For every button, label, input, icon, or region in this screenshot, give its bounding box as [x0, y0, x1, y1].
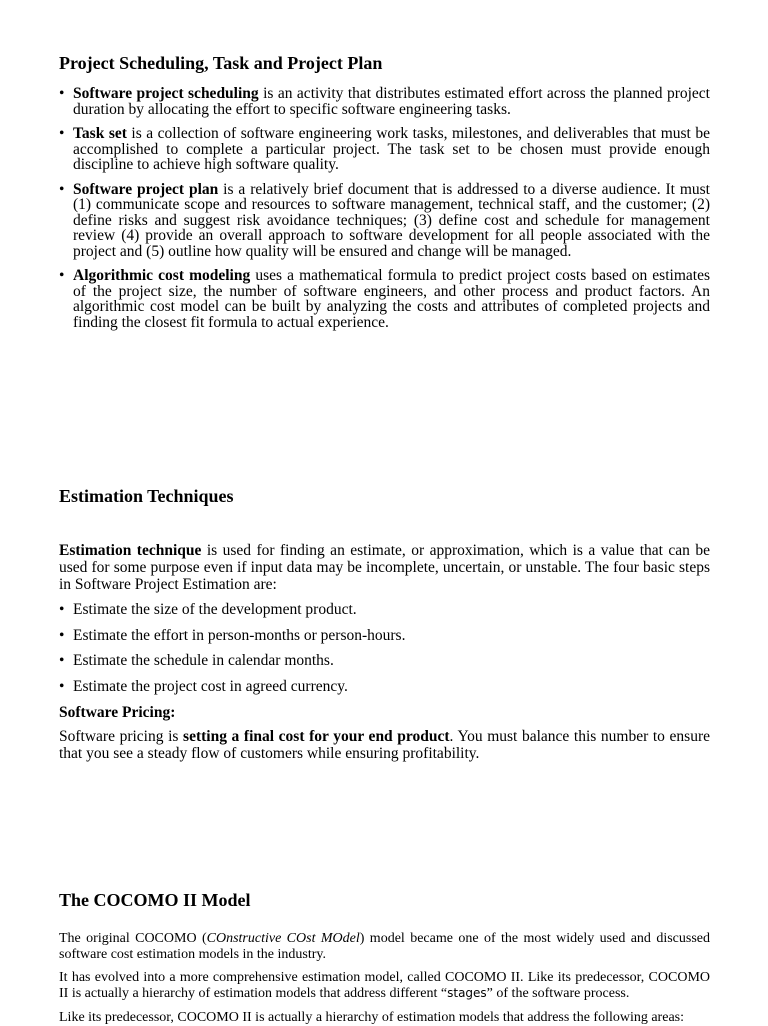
list-item: • Estimate the project cost in agreed currency.	[59, 678, 710, 695]
cocomo-paragraph-1	[59, 931, 710, 962]
pricing-text-bold: setting a final cost for your end product	[183, 728, 450, 745]
list-item-term: Software project scheduling	[73, 85, 259, 102]
section-title-estimation: Estimation Techniques	[59, 486, 234, 506]
section-title-cocomo: The COCOMO II Model	[59, 890, 251, 910]
list-item	[59, 182, 710, 260]
cocomo-p1-start: The original COCOMO (	[59, 931, 207, 946]
list-item-text: uses a mathematical formula to predict project costs based on estimates of the project size, the number of software engineers, and other process and product factors. An algorithmic cost model can be built by analyzing the costs and attributes of completed projects and finding the closest fit formula to actual experience.	[73, 267, 710, 331]
list-item: • Estimate the effort in person-months or person-hours.	[59, 627, 710, 644]
software-pricing-heading: Software Pricing:	[59, 704, 176, 721]
estimation-intro	[59, 542, 710, 593]
list-item	[59, 86, 710, 117]
cocomo-p2-end: ” of the software process.	[486, 985, 630, 1001]
list-item	[59, 268, 710, 330]
cocomo-paragraph-2	[59, 970, 710, 1001]
list-item-term: Algorithmic cost modeling	[73, 267, 251, 284]
list-item: • Estimate the size of the development product.	[59, 601, 710, 618]
list-item-text: is an activity that distributes estimated effort across the planned project duration by allocating the effort to specific software engineering tasks.	[73, 85, 710, 118]
list-item	[59, 126, 710, 173]
pricing-text-start: Software pricing is	[59, 728, 184, 745]
project-scheduling-list	[59, 86, 710, 330]
estimation-steps-list	[59, 601, 710, 695]
list-item-text: is a collection of software engineering work tasks, milestones, and deliverables that must be accomplished to complete a particular project. The task set to be chosen must provide enough discipline to achieve high software quality.	[73, 125, 710, 173]
pricing-text-end: . You must balance this number to ensure that you see a steady flow of customers while ensuring profitability.	[59, 728, 710, 762]
list-item-term: Software project plan	[73, 180, 219, 198]
list-item-text: is a relatively brief document that is addressed to a diverse audience. It must (1) communicate scope and resources to software management, technical staff, and the customer; (2) define risks and suggest risk avoidance techniques; (3) define cost and schedule for management review (4) provide an overall approach to software development for all people associated with the project and (5) outline how quality will be ensured and change will be managed.	[73, 180, 710, 260]
cocomo-p1-italic: COnstructive COst MOdel	[206, 931, 360, 946]
cocomo-p2-stages: stages	[447, 985, 487, 1000]
estimation-intro-text: is used for finding an estimate, or approximation, which is a value that can be used for some purpose even if input data may be incomplete, uncertain, or unstable. The four basic steps in Software Project Estimation are:	[59, 542, 710, 593]
list-item: • Estimate the schedule in calendar months.	[59, 652, 710, 669]
software-pricing-text	[59, 728, 710, 762]
cocomo-p1-end: ) model became one of the most widely used and discussed software cost estimation models in the industry.	[59, 931, 710, 962]
cocomo-paragraph-3: Like its predecessor, COCOMO II is actually a hierarchy of estimation models that address the following areas:	[59, 1010, 684, 1025]
estimation-term: Estimation technique	[59, 542, 202, 559]
section-title-project-scheduling: Project Scheduling, Task and Project Plan	[59, 53, 383, 73]
list-item-term: Task set	[73, 125, 127, 142]
cocomo-p2-start: It has evolved into a more comprehensive estimation model, called COCOMO II. Like its predecessor, COCOMO II is actually a hierarchy of estimation models that address different “	[59, 970, 710, 1001]
